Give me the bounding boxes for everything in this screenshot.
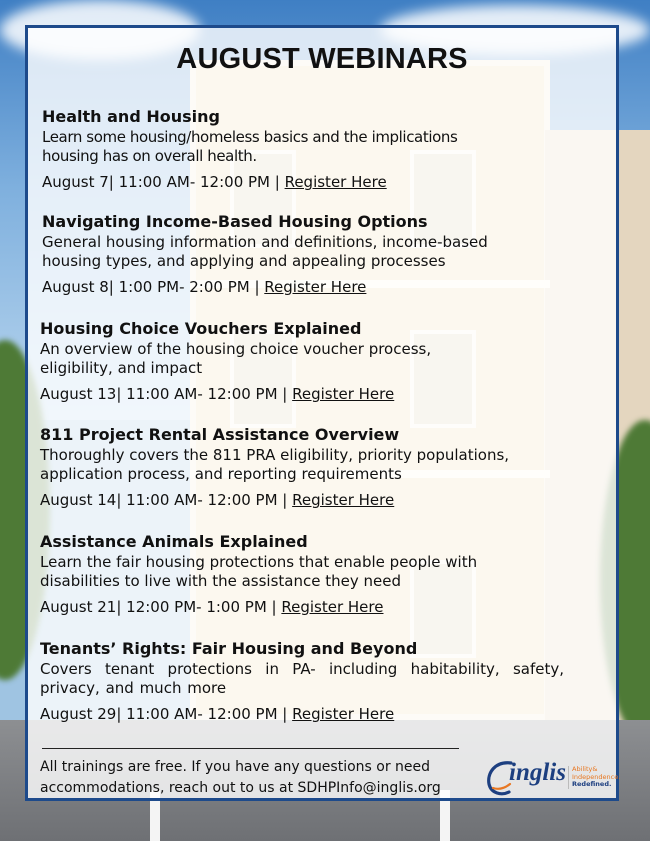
- event-description: General housing information and definitions, income-based housing types, and applying and appealing processes: [42, 233, 488, 270]
- event-title: Health and Housing: [42, 107, 220, 126]
- event-date-time: August 21| 12:00 PM- 1:00 PM |: [40, 598, 282, 616]
- event-title: Tenants’ Rights: Fair Housing and Beyond: [40, 639, 418, 658]
- event-title: Housing Choice Vouchers Explained: [40, 319, 362, 338]
- inglis-logo: [485, 757, 621, 797]
- logo-tagline-line: Redefined.: [572, 780, 612, 788]
- register-link[interactable]: Register Here: [264, 278, 367, 296]
- event-item: [40, 638, 564, 724]
- event-schedule: [40, 704, 560, 724]
- event-title: Assistance Animals Explained: [40, 532, 308, 551]
- event-date-time: August 14| 11:00 AM- 12:00 PM |: [40, 491, 293, 509]
- register-link[interactable]: Register Here: [292, 705, 395, 723]
- event-schedule: [40, 384, 560, 404]
- footer-divider: [42, 748, 459, 749]
- event-date-time: August 8| 1:00 PM- 2:00 PM |: [42, 278, 265, 296]
- logo-wordmark: inglis: [509, 759, 566, 786]
- footer-note: All trainings are free. If you have any questions or need accommodations, reach out to us at SDHPInfo@inglis.org: [40, 759, 441, 796]
- event-date-time: August 7| 11:00 AM- 12:00 PM |: [42, 173, 285, 191]
- event-title: Navigating Income-Based Housing Options: [42, 212, 428, 231]
- event-schedule: [42, 277, 562, 297]
- register-link[interactable]: Register Here: [281, 598, 384, 616]
- event-description: Learn the fair housing protections that enable people with disabilities to live with the assistance they need: [40, 553, 478, 590]
- event-date-time: August 29| 11:00 AM- 12:00 PM |: [40, 705, 293, 723]
- event-item: [40, 424, 560, 510]
- event-description: Covers tenant protections in PA- including habitability, safety, privacy, and much more: [40, 660, 564, 697]
- event-description: Thoroughly covers the 811 PRA eligibility, priority populations, application process, and reporting requirements: [40, 446, 510, 483]
- event-date-time: August 13| 11:00 AM- 12:00 PM |: [40, 385, 293, 403]
- page-title: AUGUST WEBINARS: [176, 43, 468, 75]
- event-item: [42, 106, 562, 192]
- register-link[interactable]: Register Here: [292, 385, 395, 403]
- event-schedule: [40, 597, 560, 617]
- logo-tagline-line: Independence.: [572, 772, 621, 781]
- event-title: 811 Project Rental Assistance Overview: [40, 425, 400, 444]
- logo-tagline: [568, 766, 620, 789]
- register-link[interactable]: Register Here: [292, 491, 395, 509]
- event-item: [40, 318, 560, 404]
- event-item: [42, 211, 562, 297]
- event-schedule: [42, 172, 562, 192]
- webinar-card: [25, 25, 619, 801]
- register-link[interactable]: Register Here: [284, 173, 387, 191]
- event-item: [40, 531, 560, 617]
- logo-tagline-line: Ability&: [572, 765, 598, 773]
- event-schedule: [40, 490, 560, 510]
- event-description: An overview of the housing choice voucher process, eligibility, and impact: [40, 340, 432, 377]
- event-description: Learn some housing/homeless basics and the implications housing has on overall health.: [42, 128, 458, 165]
